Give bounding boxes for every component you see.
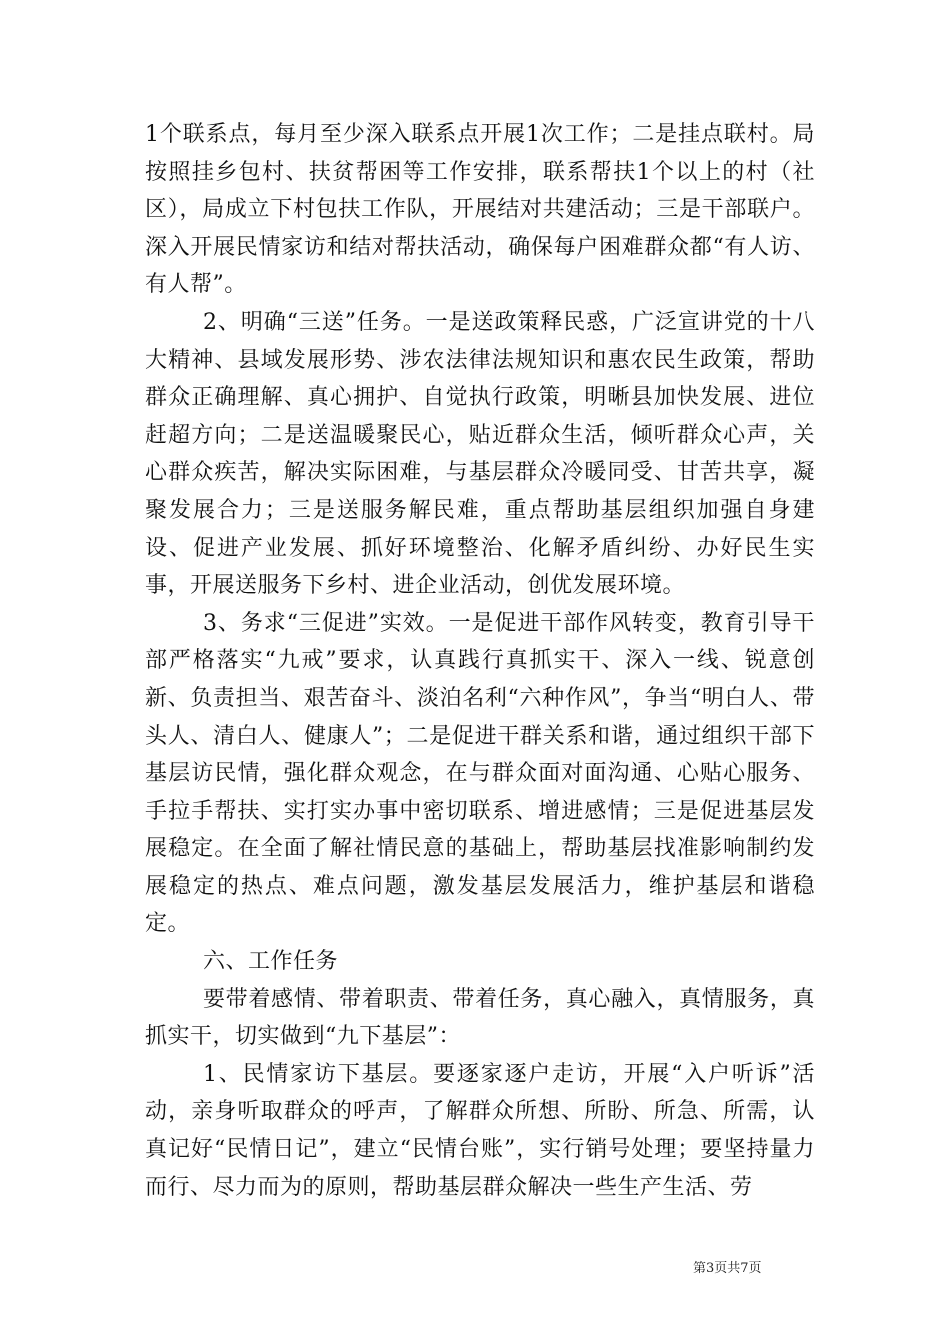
paragraph-three-promotions: 3、务求“三促进”实效。一是促进干部作风转变，教育引导干部严格落实“九戒”要求，认真践行真抓实干、深入一线、锐意创新、负责担当、艰苦奋斗、淡泊名利“六种作风”，争当“明白人、带头人、清白人、健康人”；二是促进干群关系和谐，通过组织干部下基层访民情，强化群众观念，在与群众面对面沟通、心贴心服务、手拉手帮扶、实打实办事中密切联系、增进感情；三是促进基层发展稳定。在全面了解社情民意的基础上，帮助基层找准影响制约发展稳定的热点、难点问题，激发基层发展活力，维护基层和谐稳定。 bbox=[145, 610, 815, 937]
paragraph-contact-points: 1个联系点，每月至少深入联系点开展1次工作；二是挂点联村。局按照挂乡包村、扶贫帮困等工作安排，联系帮扶1个以上的村（社区），局成立下村包扶工作队，开展结对共建活动；三是干部联户。深入开展民情家访和结对帮扶活动，确保每户困难群众都“有人访、有人帮”。 bbox=[145, 122, 815, 298]
paragraph-nine-visits-intro: 要带着感情、带着职责、带着任务，真心融入，真情服务，真抓实干，切实做到“九下基层”： bbox=[145, 986, 815, 1050]
document-body bbox=[145, 116, 815, 1206]
paragraph-three-deliveries: 2、明确“三送”任务。一是送政策释民惑，广泛宣讲党的十八大精神、县域发展形势、涉农法律法规知识和惠农民生政策，帮助群众正确理解、真心拥护、自觉执行政策，明晰县加快发展、进位赶超方向；二是送温暖聚民心，贴近群众生活，倾听群众心声，关心群众疾苦，解决实际困难，与基层群众冷暖同受、甘苦共享，凝聚发展合力；三是送服务解民难，重点帮助基层组织加强自身建设、促进产业发展、抓好环境整治、化解矛盾纠纷、办好民生实事，开展送服务下乡村、进企业活动，创优发展环境。 bbox=[145, 309, 815, 599]
paragraph-home-visits: 1、民情家访下基层。要逐家逐户走访，开展“入户听诉”活动，亲身听取群众的呼声，了解群众所想、所盼、所急、所需，认真记好“民情日记”，建立“民情台账”，实行销号处理；要坚持量力而行、尽力而为的原则，帮助基层群众解决一些生产生活、劳 bbox=[145, 1061, 815, 1200]
section-heading-work-tasks: 六、工作任务 bbox=[203, 949, 339, 975]
page-number: 第3页共7页 bbox=[693, 1261, 762, 1276]
